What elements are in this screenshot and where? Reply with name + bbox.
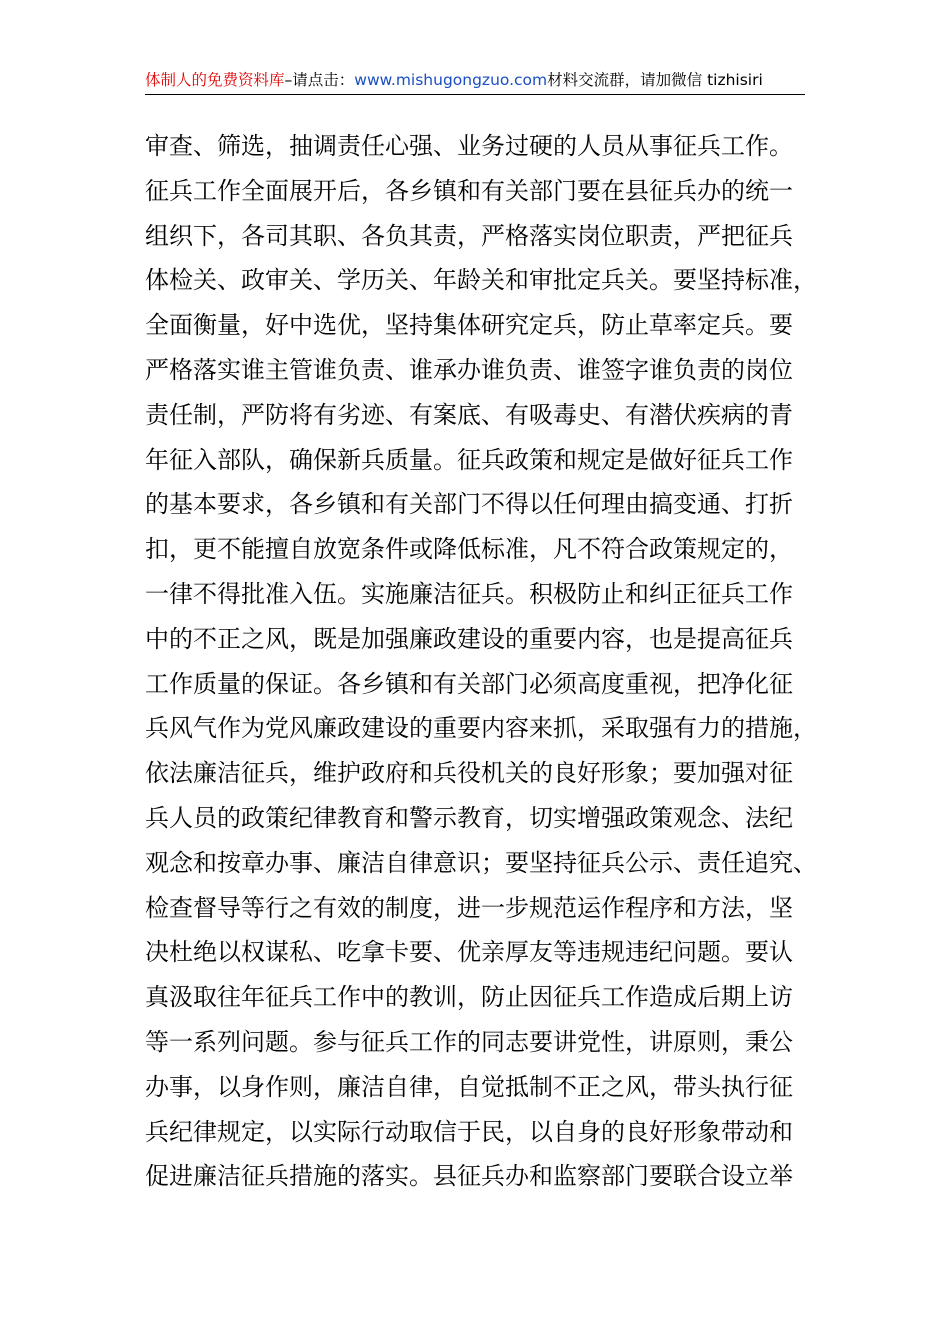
text-line: 工作质量的保证。各乡镇和有关部门必须高度重视，把净化征 bbox=[145, 669, 793, 698]
text-line: 兵纪律规定，以实际行动取信于民，以自身的良好形象带动和 bbox=[145, 1117, 793, 1146]
body-text bbox=[145, 124, 825, 1199]
text-line: 征兵工作全面展开后，各乡镇和有关部门要在县征兵办的统一 bbox=[145, 176, 793, 205]
text-line: 的基本要求，各乡镇和有关部门不得以任何理由搞变通、打折 bbox=[145, 490, 793, 519]
text-line: 等一系列问题。参与征兵工作的同志要讲党性，讲原则，秉公 bbox=[145, 1027, 793, 1056]
text-line: 扣，更不能擅自放宽条件或降低标准，凡不符合政策规定的， bbox=[145, 535, 793, 564]
text-line: 中的不正之风，既是加强廉政建设的重要内容，也是提高征兵 bbox=[145, 624, 793, 653]
header-tail: 材料交流群，请加微信 tizhisiri bbox=[547, 71, 763, 89]
text-line: 审查、筛选，抽调责任心强、业务过硬的人员从事征兵工作。 bbox=[145, 132, 793, 160]
text-line: 真汲取往年征兵工作中的教训，防止因征兵工作造成后期上访 bbox=[145, 983, 793, 1012]
header-url-link[interactable]: www.mishugongzuo.com bbox=[354, 71, 548, 89]
text-line: 促进廉洁征兵措施的落实。县征兵办和监察部门要联合设立举 bbox=[145, 1162, 793, 1191]
text-line: 严格落实谁主管谁负责、谁承办谁负责、谁签字谁负责的岗位 bbox=[145, 355, 793, 384]
text-line: 组织下，各司其职、各负其责，严格落实岗位职责，严把征兵 bbox=[145, 221, 793, 250]
text-line: 依法廉洁征兵，维护政府和兵役机关的良好形象；要加强对征 bbox=[145, 759, 793, 788]
text-line: 检查督导等行之有效的制度，进一步规范运作程序和方法，坚 bbox=[145, 893, 793, 922]
text-line: 全面衡量，好中选优，坚持集体研究定兵，防止草率定兵。要 bbox=[145, 311, 793, 340]
text-line: 决杜绝以权谋私、吃拿卡要、优亲厚友等违规违纪问题。要认 bbox=[145, 938, 793, 967]
text-line: 兵人员的政策纪律教育和警示教育，切实增强政策观念、法纪 bbox=[145, 803, 793, 832]
text-line: 观念和按章办事、廉洁自律意识；要坚持征兵公示、责任追究、 bbox=[145, 848, 817, 877]
header-divider bbox=[145, 94, 805, 95]
text-line: 兵风气作为党风廉政建设的重要内容来抓，采取强有力的措施， bbox=[145, 714, 817, 743]
text-line: 一律不得批准入伍。实施廉洁征兵。积极防止和纠正征兵工作 bbox=[145, 579, 793, 608]
text-line: 办事，以身作则，廉洁自律，自觉抵制不正之风，带头执行征 bbox=[145, 1072, 793, 1101]
header-separator: –请点击： bbox=[284, 71, 355, 89]
page-header bbox=[145, 66, 805, 94]
text-line: 体检关、政审关、学历关、年龄关和审批定兵关。要坚持标准， bbox=[145, 266, 817, 295]
text-line: 年征入部队，确保新兵质量。征兵政策和规定是做好征兵工作 bbox=[145, 445, 793, 474]
header-brand: 体制人的免费资料库 bbox=[145, 71, 285, 89]
text-line: 责任制，严防将有劣迹、有案底、有吸毒史、有潜伏疾病的青 bbox=[145, 400, 793, 429]
